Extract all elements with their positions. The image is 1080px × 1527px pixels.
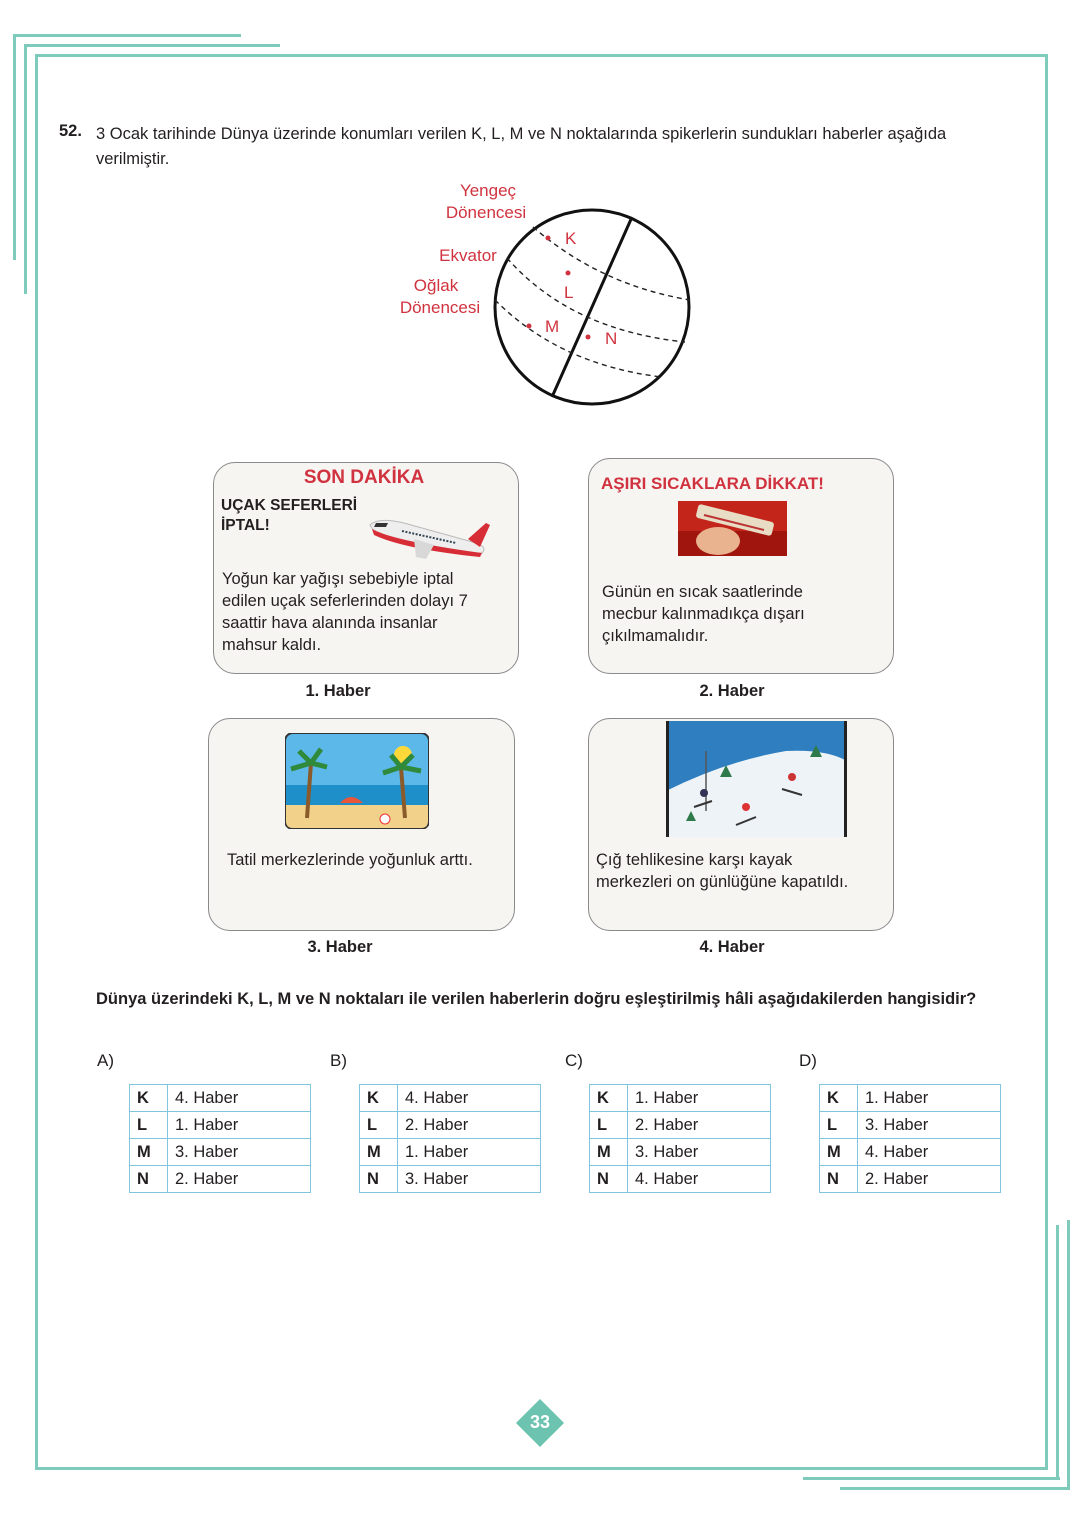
news-cell: 3. Haber <box>168 1139 311 1166</box>
frame-line <box>1067 1220 1070 1490</box>
frame-line <box>840 1487 1070 1490</box>
point-cell: K <box>590 1085 628 1112</box>
point-cell: N <box>590 1166 628 1193</box>
table-row <box>130 1139 311 1166</box>
point-cell: M <box>360 1139 398 1166</box>
point-cell: K <box>360 1085 398 1112</box>
news-cell: 1. Haber <box>168 1112 311 1139</box>
news-cell: 1. Haber <box>858 1085 1001 1112</box>
point-k-label: K <box>565 229 577 248</box>
table-row <box>360 1166 541 1193</box>
point-cell: K <box>820 1085 858 1112</box>
frame-line <box>24 44 27 294</box>
news-3-body: Tatil merkezlerinde yoğunluk arttı. <box>227 851 473 869</box>
point-l-label: L <box>564 283 574 302</box>
news-cell: 4. Haber <box>168 1085 311 1112</box>
table-row <box>820 1139 1001 1166</box>
point-cell: M <box>820 1139 858 1166</box>
table-row <box>820 1166 1001 1193</box>
point-l <box>566 271 571 276</box>
news-cell: 4. Haber <box>628 1166 771 1193</box>
news-cell: 2. Haber <box>398 1112 541 1139</box>
news-cell: 2. Haber <box>858 1166 1001 1193</box>
frame-line <box>13 34 241 37</box>
news-cell: 3. Haber <box>628 1139 771 1166</box>
news-card-2 <box>588 458 894 674</box>
option-a-table[interactable] <box>129 1084 311 1193</box>
page-number: 33 <box>529 1412 551 1432</box>
news-cell: 3. Haber <box>858 1112 1001 1139</box>
news-card-4 <box>588 718 894 931</box>
frame-border <box>35 1467 1048 1470</box>
oglak-label: Oğlak <box>413 276 459 295</box>
news-cell: 1. Haber <box>398 1139 541 1166</box>
news-cell: 2. Haber <box>628 1112 771 1139</box>
frame-line <box>803 1477 1060 1480</box>
point-cell: L <box>820 1112 858 1139</box>
news-cell: 4. Haber <box>858 1139 1001 1166</box>
point-m <box>527 324 532 329</box>
option-c-table[interactable] <box>589 1084 771 1193</box>
news-cell: 1. Haber <box>628 1085 771 1112</box>
option-d-label[interactable]: D) <box>799 1051 817 1070</box>
option-b-label[interactable]: B) <box>330 1051 347 1070</box>
frame-line <box>1056 1225 1059 1480</box>
question-number: 52. <box>59 122 82 140</box>
oglak-label: Dönencesi <box>399 298 481 317</box>
table-row <box>590 1139 771 1166</box>
point-cell: N <box>130 1166 168 1193</box>
point-cell: N <box>360 1166 398 1193</box>
point-cell: L <box>130 1112 168 1139</box>
point-cell: L <box>360 1112 398 1139</box>
thermometer-image <box>678 501 787 556</box>
point-n <box>586 335 591 340</box>
news-card-1 <box>213 462 519 674</box>
point-cell: K <box>130 1085 168 1112</box>
news-2-body: Günün en sıcak saatlerinde mecbur kalınmadıkça dışarı çıkılmamalıdır. <box>602 583 805 645</box>
frame-line <box>13 34 16 260</box>
table-row <box>590 1112 771 1139</box>
table-row <box>820 1112 1001 1139</box>
news-1-subhead: UÇAK SEFERLERİ İPTAL! <box>221 497 358 534</box>
news-cell: 4. Haber <box>398 1085 541 1112</box>
frame-line <box>24 44 280 47</box>
news-cell: 2. Haber <box>168 1166 311 1193</box>
table-row <box>130 1166 311 1193</box>
frame-border <box>35 54 1048 57</box>
option-c-label[interactable]: C) <box>565 1051 583 1070</box>
option-b-table[interactable] <box>359 1084 541 1193</box>
yengec-label: Yengeç <box>459 181 517 200</box>
news-3-caption: 3. Haber <box>307 938 373 956</box>
news-2-caption: 2. Haber <box>699 682 765 700</box>
table-row <box>360 1139 541 1166</box>
globe-diagram <box>380 170 710 420</box>
point-n-label: N <box>605 329 618 348</box>
table-row <box>590 1085 771 1112</box>
news-4-caption: 4. Haber <box>699 938 765 956</box>
table-row <box>130 1112 311 1139</box>
table-row <box>820 1085 1001 1112</box>
frame-border <box>1045 54 1048 1470</box>
point-cell: N <box>820 1166 858 1193</box>
table-row <box>130 1085 311 1112</box>
ski-resort-image <box>666 721 847 837</box>
yengec-label: Dönencesi <box>445 203 527 222</box>
news-card-3 <box>208 718 515 931</box>
news-cell: 3. Haber <box>398 1166 541 1193</box>
question-prompt: Dünya üzerindeki K, L, M ve N noktaları ile verilen haberlerin doğru eşleştirilmiş hâli aşağıdakilerden hangisidir? <box>96 990 977 1008</box>
point-cell: M <box>590 1139 628 1166</box>
option-a-label[interactable]: A) <box>97 1051 114 1070</box>
option-d-table[interactable] <box>819 1084 1001 1193</box>
question-text: 3 Ocak tarihinde Dünya üzerinde konumları verilen K, L, M ve N noktalarında spikerlerin sundukları haberler aşağıda verilmiştir. <box>96 125 947 168</box>
beach-image <box>285 733 429 829</box>
ekvator-label: Ekvator <box>439 246 497 265</box>
point-cell: L <box>590 1112 628 1139</box>
table-row <box>360 1085 541 1112</box>
table-row <box>590 1166 771 1193</box>
frame-border <box>35 54 38 1470</box>
news-4-body: Çığ tehlikesine karşı kayak merkezleri on günlüğüne kapatıldı. <box>596 851 849 891</box>
news-1-caption: 1. Haber <box>305 682 371 700</box>
point-k <box>546 236 551 241</box>
news-2-headline: AŞIRI SICAKLARA DİKKAT! <box>601 474 824 493</box>
airplane-icon <box>364 513 494 563</box>
point-m-label: M <box>545 317 560 336</box>
news-1-body: Yoğun kar yağışı sebebiyle iptal edilen uçak seferlerinden dolayı 7 saattir hava alanında insanlar mahsur kaldı. <box>222 570 468 654</box>
news-1-headline: SON DAKİKA <box>303 467 425 488</box>
table-row <box>360 1112 541 1139</box>
point-cell: M <box>130 1139 168 1166</box>
